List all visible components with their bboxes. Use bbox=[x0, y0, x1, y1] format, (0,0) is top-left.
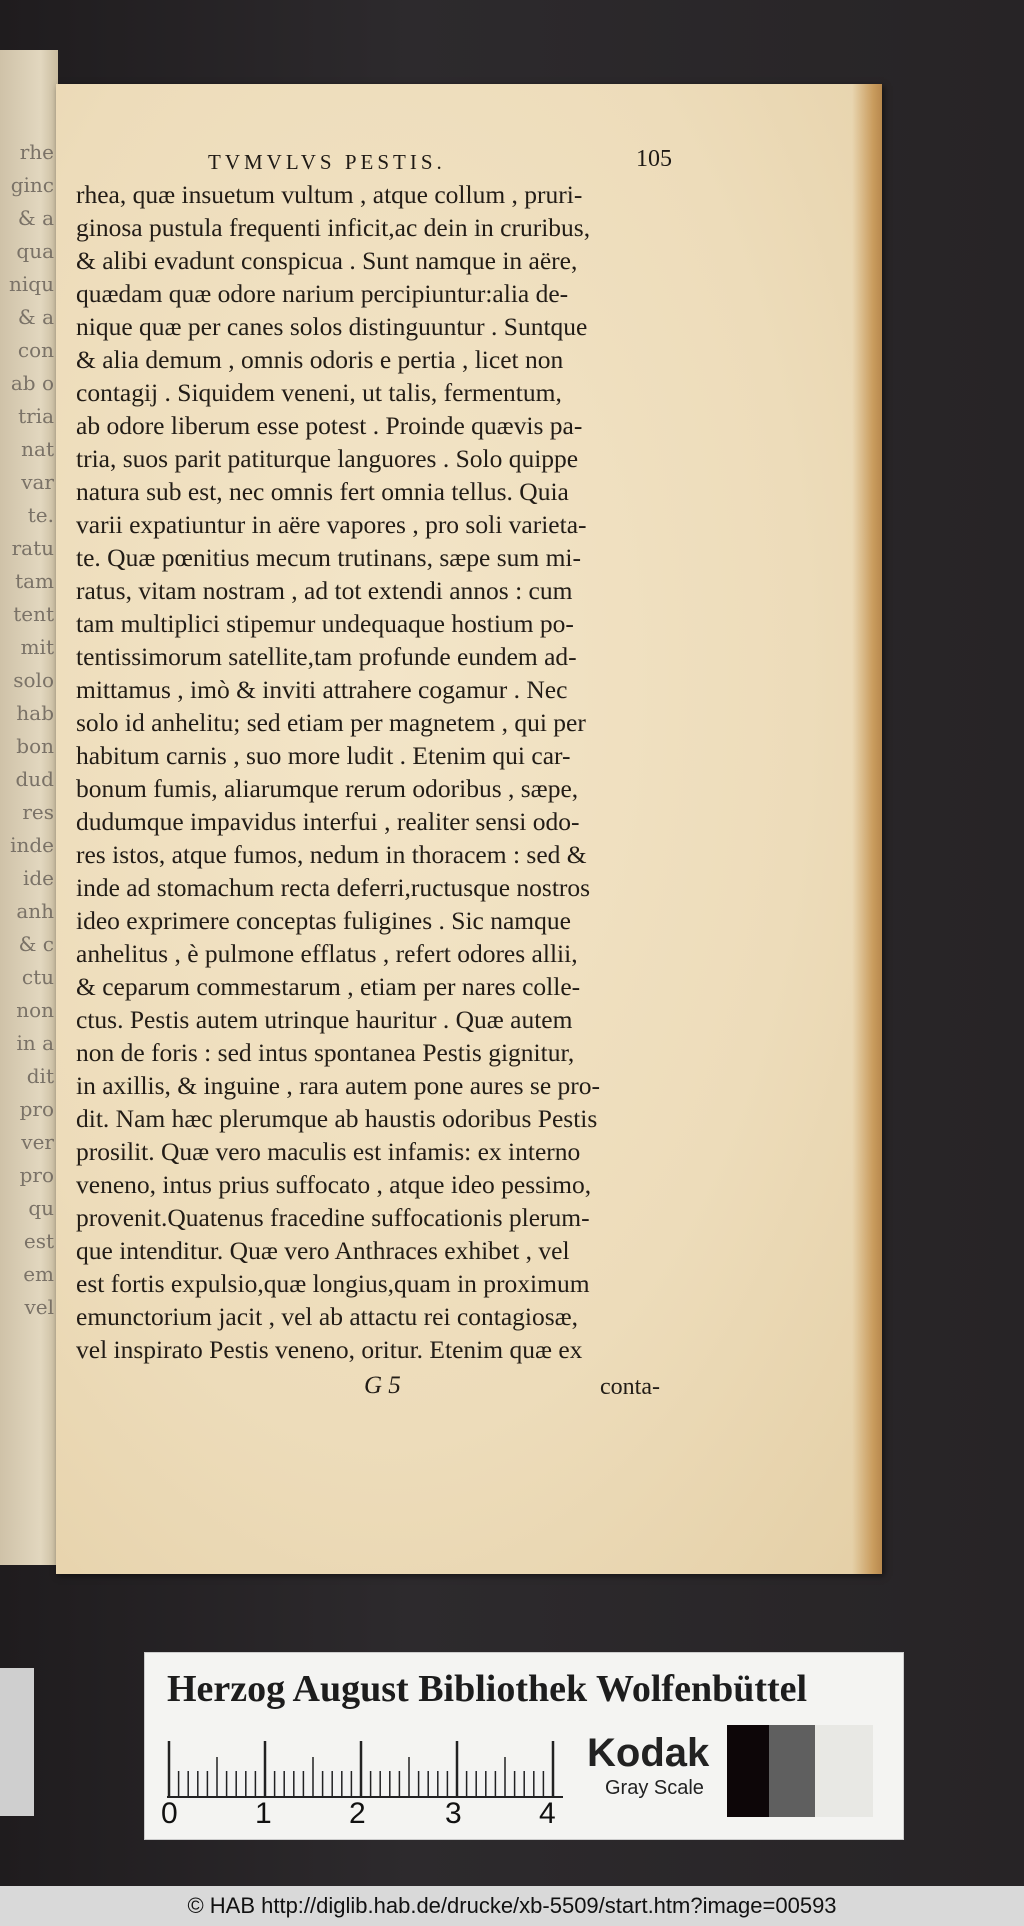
facing-page-fragment: & c bbox=[18, 932, 54, 956]
text-line: vel inspirato Pestis veneno, oritur. Etenim quæ ex bbox=[76, 1335, 583, 1364]
facing-page-fragment: ab o bbox=[10, 371, 54, 395]
facing-page-fragment: ratu bbox=[11, 536, 54, 560]
page-number: 105 bbox=[636, 146, 672, 172]
color-scale-card bbox=[144, 1652, 904, 1840]
facing-page-fragment: ver bbox=[21, 1130, 54, 1154]
facing-page-fragment: non bbox=[16, 998, 54, 1022]
ruler-number: 2 bbox=[349, 1797, 366, 1830]
footer-credit: © HAB http://diglib.hab.de/drucke/xb-5509/start.htm?image=00593 bbox=[0, 1886, 1024, 1926]
ruler-number: 4 bbox=[539, 1797, 556, 1830]
text-line: mittamus , imò & inviti attrahere cogamur . Nec bbox=[76, 675, 568, 704]
ruler-number: 0 bbox=[161, 1797, 178, 1830]
facing-page-fragment: ginc bbox=[10, 173, 54, 197]
text-line: nique quæ per canes solos distinguuntur . Suntque bbox=[76, 312, 588, 341]
library-name: Herzog August Bibliothek Wolfenbüttel bbox=[167, 1668, 808, 1710]
text-line: & alibi evadunt conspicua . Sunt namque in aëre, bbox=[76, 246, 578, 275]
facing-page-fragment: mit bbox=[20, 635, 54, 659]
gray-swatch-light bbox=[815, 1725, 873, 1817]
facing-page-fragment: solo bbox=[13, 668, 54, 692]
signature-mark: G 5 bbox=[364, 1372, 401, 1399]
facing-page-fragment: nat bbox=[21, 437, 54, 461]
facing-page-fragment: tam bbox=[15, 569, 54, 593]
text-line: ideo exprimere conceptas fuligines . Sic namque bbox=[76, 906, 571, 935]
text-line: tria, suos parit patiturque languores . Solo quippe bbox=[76, 444, 579, 473]
text-line: ratus, vitam nostram , ad tot extendi annos : cum bbox=[76, 576, 573, 605]
text-line: bonum fumis, aliarumque rerum odoribus , sæpe, bbox=[76, 774, 579, 803]
text-line: natura sub est, nec omnis fert omnia tellus. Quia bbox=[76, 477, 569, 506]
facing-page-fragment: hab bbox=[16, 701, 54, 725]
facing-page-fragment: pro bbox=[19, 1163, 54, 1187]
ruler-number: 1 bbox=[255, 1797, 272, 1830]
text-line: in axillis, & inguine , rara autem pone aures se pro- bbox=[76, 1071, 601, 1100]
text-line: & ceparum commestarum , etiam per nares colle- bbox=[76, 972, 581, 1001]
text-line: ctus. Pestis autem utrinque hauritur . Quæ autem bbox=[76, 1005, 573, 1034]
facing-page-fragment: qua bbox=[16, 239, 54, 263]
ruler-number: 3 bbox=[445, 1797, 462, 1830]
facing-page-fragment: & a bbox=[17, 305, 54, 329]
facing-page-fragment: rhe bbox=[19, 140, 54, 164]
facing-page-fragment: est bbox=[23, 1229, 54, 1253]
text-line: & alia demum , omnis odoris e pertia , licet non bbox=[76, 345, 564, 374]
facing-page-fragment: vel bbox=[24, 1295, 54, 1319]
catchword: conta- bbox=[600, 1374, 660, 1400]
facing-page-fragment: var bbox=[21, 470, 54, 494]
page-edge bbox=[852, 84, 882, 1574]
text-line: anhelitus , è pulmone efflatus , refert odores allii, bbox=[76, 939, 578, 968]
facing-page-fragment: con bbox=[17, 338, 54, 362]
facing-page-fragment: ide bbox=[22, 866, 54, 890]
text-line: que intenditur. Quæ vero Anthraces exhibet , vel bbox=[76, 1236, 570, 1265]
text-line: inde ad stomachum recta deferri,ructusque nostros bbox=[76, 873, 591, 902]
facing-page-remnant bbox=[0, 50, 58, 1565]
facing-page-fragment: te. bbox=[27, 503, 54, 527]
text-line: te. Quæ pœnitius mecum trutinans, sæpe sum mi- bbox=[76, 543, 582, 572]
text-line: quædam quæ odore narium percipiuntur:alia de- bbox=[76, 279, 569, 308]
body-text bbox=[76, 178, 696, 1366]
facing-page-fragment: ctu bbox=[21, 965, 54, 989]
gray-swatch-mid bbox=[769, 1725, 815, 1817]
text-line: varii expatiuntur in aëre vapores , pro soli varieta- bbox=[76, 510, 587, 539]
facing-page-fragment: niqu bbox=[9, 272, 54, 296]
text-line: dit. Nam hæc plerumque ab haustis odoribus Pestis bbox=[76, 1104, 598, 1133]
text-line: tam multiplici stipemur undequaque hostium po- bbox=[76, 609, 574, 638]
running-head: TVMVLVS PESTIS. bbox=[208, 150, 446, 174]
text-line: contagij . Siquidem veneni, ut talis, fermentum, bbox=[76, 378, 562, 407]
gray-swatch-dark bbox=[727, 1725, 769, 1817]
text-line: res istos, atque fumos, nedum in thoracem : sed & bbox=[76, 840, 587, 869]
facing-page-fragment: tria bbox=[18, 404, 54, 428]
facing-page-fragment: em bbox=[23, 1262, 54, 1286]
ruler-scale bbox=[167, 1739, 563, 1799]
text-line: solo id anhelitu; sed etiam per magnetem , qui per bbox=[76, 708, 586, 737]
text-line: est fortis expulsio,quæ longius,quam in proximum bbox=[76, 1269, 590, 1298]
book-page bbox=[56, 84, 882, 1574]
text-line: dudumque impavidus interfui , realiter sensi odo- bbox=[76, 807, 580, 836]
side-tab bbox=[0, 1668, 34, 1816]
gray-scale-label: Gray Scale bbox=[605, 1777, 704, 1799]
text-line: veneno, intus prius suffocato , atque ideo pessimo, bbox=[76, 1170, 592, 1199]
text-line: habitum carnis , suo more ludit . Etenim qui car- bbox=[76, 741, 571, 770]
facing-page-fragment: dit bbox=[26, 1064, 54, 1088]
facing-page-fragment: inde bbox=[10, 833, 54, 857]
kodak-logo: Kodak bbox=[587, 1731, 710, 1775]
text-line: ginosa pustula frequenti inficit,ac dein in cruribus, bbox=[76, 213, 591, 242]
facing-page-fragment: pro bbox=[19, 1097, 54, 1121]
text-line: prosilit. Quæ vero maculis est infamis: ex interno bbox=[76, 1137, 581, 1166]
facing-page-fragment: tent bbox=[13, 602, 54, 626]
text-line: tentissimorum satellite,tam profunde eundem ad- bbox=[76, 642, 577, 671]
text-line: non de foris : sed intus spontanea Pestis gignitur, bbox=[76, 1038, 575, 1067]
facing-page-fragment: anh bbox=[16, 899, 54, 923]
text-line: rhea, quæ insuetum vultum , atque collum , pruri- bbox=[76, 180, 583, 209]
text-line: provenit.Quatenus fracedine suffocationis plerum- bbox=[76, 1203, 590, 1232]
facing-page-fragment: bon bbox=[16, 734, 54, 758]
facing-page-fragment: in a bbox=[16, 1031, 54, 1055]
facing-page-fragment: & a bbox=[17, 206, 54, 230]
facing-page-fragment: res bbox=[22, 800, 54, 824]
facing-page-fragment: qu bbox=[28, 1196, 54, 1220]
text-line: ab odore liberum esse potest . Proinde quævis pa- bbox=[76, 411, 583, 440]
facing-page-fragment: dud bbox=[15, 767, 54, 791]
text-line: emunctorium jacit , vel ab attactu rei contagiosæ, bbox=[76, 1302, 579, 1331]
